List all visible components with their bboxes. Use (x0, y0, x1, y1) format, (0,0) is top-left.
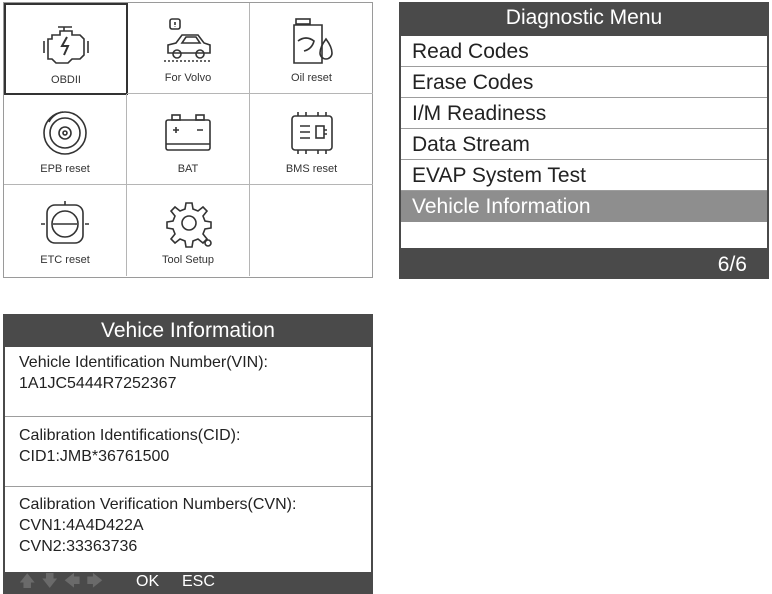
tile-obdii[interactable] (4, 3, 128, 95)
menu-item-erase-codes[interactable]: Erase Codes (401, 67, 767, 98)
menu-footer (399, 249, 769, 279)
tile-etc-reset[interactable] (4, 185, 127, 276)
section-value: CID1:JMB*36761500 (19, 448, 170, 465)
menu-title: Diagnostic Menu (505, 6, 663, 29)
tile-label: OBDII (51, 74, 81, 86)
section-heading: Calibration Verification Numbers(CVN): (19, 496, 297, 513)
tile-label: BMS reset (285, 163, 338, 175)
section-value: CVN2:33363736 (19, 538, 138, 555)
tile-bat[interactable] (127, 94, 250, 185)
tile-oil-reset[interactable] (250, 3, 373, 94)
tile-for-volvo[interactable] (127, 3, 250, 94)
arrow-right-icon[interactable]: 🡆 (86, 573, 103, 590)
car-icon (159, 15, 217, 69)
tile-empty (250, 185, 373, 276)
tile-bms-reset[interactable] (250, 94, 373, 185)
throttle-icon (36, 197, 94, 251)
menu-list (401, 36, 767, 248)
vin-section (5, 347, 371, 417)
section-heading: Vehicle Identification Number(VIN): (19, 354, 268, 371)
section-value: 1A1JC5444R7252367 (19, 375, 177, 392)
tile-label: BAT (177, 163, 199, 175)
diagnostic-menu-screen (399, 2, 769, 279)
info-footer (3, 570, 373, 594)
cvn-section (5, 487, 371, 572)
ok-button[interactable]: OK (136, 573, 160, 590)
tile-tool-setup[interactable] (127, 185, 250, 276)
arrow-up-icon[interactable]: 🡅 (19, 573, 36, 590)
vehicle-information-screen (3, 314, 373, 594)
tile-label: Oil reset (291, 72, 332, 84)
menu-item-vehicle-information[interactable]: Vehicle Information (401, 191, 767, 222)
tile-label: Tool Setup (162, 254, 214, 266)
tile-label: EPB reset (40, 163, 90, 175)
menu-item-data-stream[interactable]: Data Stream (401, 129, 767, 160)
cid-section (5, 417, 371, 487)
menu-item-read-codes[interactable]: Read Codes (401, 36, 767, 67)
gear-icon (159, 197, 217, 251)
tile-epb-reset[interactable] (4, 94, 127, 185)
section-heading: Calibration Identifications(CID): (19, 427, 241, 444)
oil-can-icon (283, 15, 341, 69)
section-value: CVN1:4A4D422A (19, 517, 144, 534)
engine-icon (37, 17, 95, 71)
brake-disc-icon (36, 106, 94, 160)
page-indicator: 6/6 (717, 253, 747, 276)
bms-icon (283, 106, 341, 160)
esc-button[interactable]: ESC (182, 573, 215, 590)
function-grid (3, 2, 373, 278)
battery-icon (159, 106, 217, 160)
menu-item-im-readiness[interactable]: I/M Readiness (401, 98, 767, 129)
info-title: Vehice Information (101, 319, 275, 342)
menu-item-evap-test[interactable]: EVAP System Test (401, 160, 767, 191)
tile-label: For Volvo (164, 72, 212, 84)
tile-label: ETC reset (40, 254, 90, 266)
arrow-left-icon[interactable]: 🡄 (63, 573, 81, 590)
arrow-down-icon[interactable]: 🡇 (41, 573, 58, 590)
info-body (5, 347, 371, 572)
